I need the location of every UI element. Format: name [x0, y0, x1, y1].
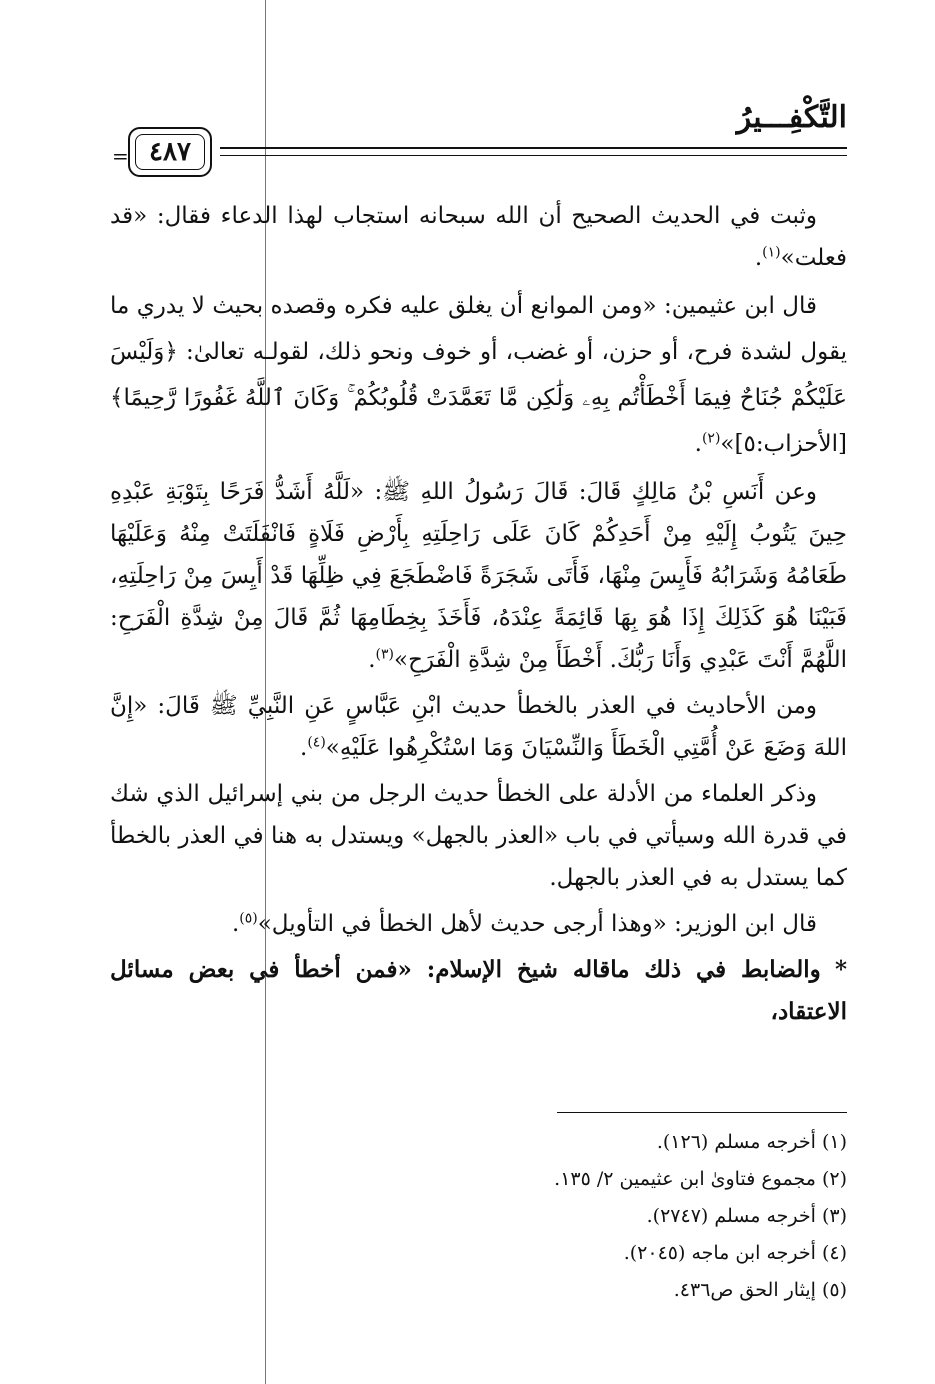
body-text	[110, 195, 847, 1037]
page-number-frame	[128, 127, 212, 177]
footnote-1: (١) أخرجه مسلم (١٢٦).	[656, 1131, 847, 1153]
bullet-star: *	[834, 956, 847, 983]
footnotes	[300, 1124, 847, 1309]
footnote-2: (٢) مجموع فتاوىٰ ابن عثيمين ٢/ ١٣٥.	[554, 1168, 847, 1190]
footnote-ref-1[interactable]: (١)	[762, 244, 781, 261]
header-bracket: =	[112, 144, 129, 168]
page-number: ٤٨٧	[135, 134, 205, 170]
footnote-ref-5[interactable]: (٥)	[239, 910, 258, 927]
paragraph-2: قال ابن عثيمين: «ومن الموانع أن يغلق عليه فكره وقصده بحيث لا يدري ما يقول لشدة فرح، أو حزن، أو غضب، أو خوف ونحو ذلك، لقولـه تعالىٰ: ﴿وَلَيْسَ عَلَيْكُمْ جُنَاحٌ فِيمَا أَخْطَأْتُم بِهِۦ وَلَٰكِن مَّا تَعَمَّدَتْ قُلُوبُكُمْ ۚ وَكَانَ ٱللَّهُ غَفُورًا رَّحِيمًا﴾ [الأحزاب:٥]»$^{(٢)}$.	[110, 293, 847, 457]
footnote-3: (٣) أخرجه مسلم (٢٧٤٧).	[646, 1205, 847, 1227]
paragraph-5: وذكر العلماء من الأدلة على الخطأ حديث الرجل من بني إسرائيل الذي شك في قدرة الله وسيأتي في باب «العذر بالجهل» ويستدل به هنا في العذر بالخطأ كما يستدل به في العذر بالجهل.	[110, 781, 847, 891]
paragraph-4: ومن الأحاديث في العذر بالخطأ حديث ابْنِ عَبَّاسٍ عَنِ النَّبِيِّ ﷺ قَالَ: «إِنَّ اللهَ وَضَعَ عَنْ أُمَّتِي الْخَطَأَ وَالنِّسْيَانَ وَمَا اسْتُكْرِهُوا عَلَيْهِ»$^{(٤)}$.	[110, 693, 847, 761]
header-rule-thin	[220, 155, 847, 156]
paragraph-7: * والضابط في ذلك ماقاله شيخ الإسلام: «فمن أخطأ في بعض مسائل الاعتقاد،	[110, 956, 847, 1025]
footnote-ref-2[interactable]: (٢)	[701, 430, 721, 447]
footnote-4: (٤) أخرجه ابن ماجه (٢٠٤٥).	[623, 1242, 847, 1264]
footnote-5: (٥) إيثار الحق ص٤٣٦.	[673, 1279, 847, 1301]
paragraph-1: وثبت في الحديث الصحيح أن الله سبحانه استجاب لهذا الدعاء فقال: «قد فعلت»$^{(١)}$.	[110, 203, 847, 271]
footnote-ref-4[interactable]: (٤)	[307, 734, 326, 751]
header-rule	[220, 147, 847, 149]
footnote-ref-3[interactable]: (٣)	[375, 646, 395, 663]
running-title: التَّكْفِـــيرُ	[736, 100, 847, 135]
paragraph-6: قال ابن الوزير: «وهذا أرجى حديث لأهل الخطأ في التأويل»$^{(٥)}$.	[231, 910, 817, 937]
footnote-separator	[557, 1112, 847, 1113]
paragraph-3: وعن أَنَسِ بْنُ مَالِكٍ قَالَ: قَالَ رَسُولُ اللهِ ﷺ: «لَلَّهُ أَشَدُّ فَرَحًا بِتَوْبَةِ عَبْدِهِ حِينَ يَتُوبُ إِلَيْهِ مِنْ أَحَدِكُمْ كَانَ عَلَى رَاحِلَتِهِ بِأَرْضِ فَلَاةٍ فَانْفَلَتَتْ مِنْهُ وَعَلَيْهَا طَعَامُهُ وَشَرَابُهُ فَأَيِسَ مِنْهَا، فَأَتَى شَجَرَةً فَاضْطَجَعَ فِي ظِلِّهَا قَدْ أَيِسَ مِنْ رَاحِلَتِهِ، فَبَيْنَا هُوَ كَذَلِكَ إِذَا هُوَ بِهَا قَائِمَةً عِنْدَهُ، فَأَخَذَ بِخِطَامِهَا ثُمَّ قَالَ مِنْ شِدَّةِ الْفَرَحِ: اللَّهُمَّ أَنْتَ عَبْدِي وَأَنَا رَبُّكَ. أَخْطَأَ مِنْ شِدَّةِ الْفَرَحِ»$^{(٣)}$.	[110, 479, 847, 673]
